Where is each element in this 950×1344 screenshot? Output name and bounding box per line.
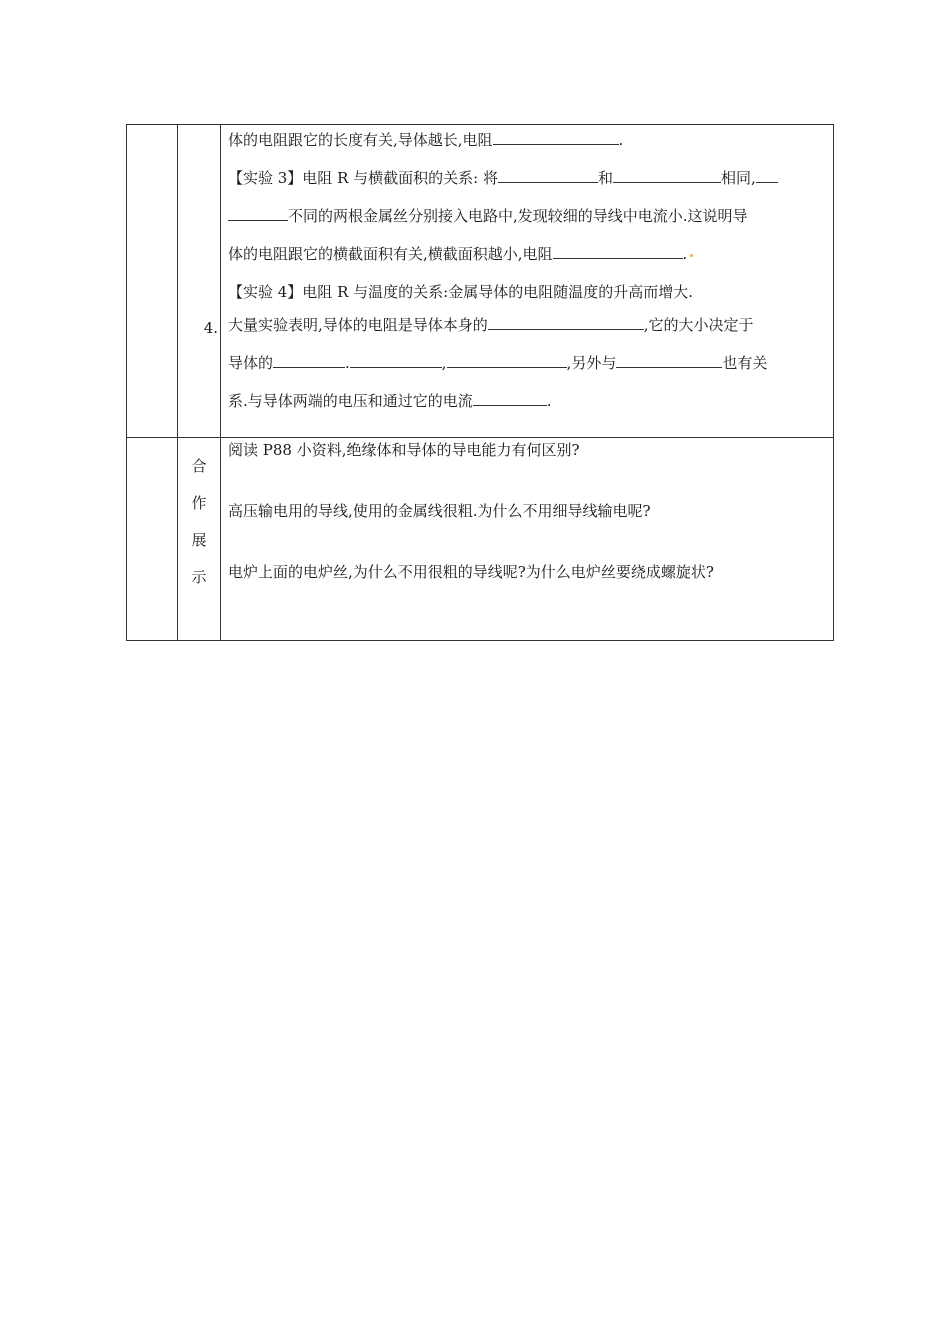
mark-dot xyxy=(690,254,693,257)
fill-blank[interactable] xyxy=(473,390,547,406)
item-number-cell xyxy=(178,125,221,438)
text-line-4 xyxy=(228,241,829,279)
fill-blank[interactable] xyxy=(613,167,721,183)
discussion-questions xyxy=(221,438,834,641)
label-char: 合 xyxy=(191,457,207,475)
empty-cell xyxy=(127,125,178,438)
text-fragment: , xyxy=(441,354,447,372)
fill-blank[interactable] xyxy=(493,129,619,145)
experiment-content xyxy=(221,125,834,438)
bottom-row xyxy=(127,438,834,641)
text-fragment: . xyxy=(682,245,688,263)
fill-blank[interactable] xyxy=(447,352,567,368)
empty-cell xyxy=(127,438,178,641)
worksheet-table xyxy=(126,124,834,641)
text-fragment: ,另外与 xyxy=(566,354,617,372)
text-line-8 xyxy=(228,388,829,426)
section-label xyxy=(178,438,221,641)
text-fragment: 导体的 xyxy=(228,354,274,372)
text-fragment: 【实验 4】电阻 R 与温度的关系:金属导体的电阻随温度的升高而增大. xyxy=(228,283,693,301)
fill-blank[interactable] xyxy=(488,314,644,330)
top-row xyxy=(127,125,834,438)
text-fragment: . xyxy=(546,392,552,410)
text-line-5 xyxy=(228,279,829,312)
item-number: 4. xyxy=(203,319,218,337)
text-fragment: . xyxy=(618,131,624,149)
text-fragment: 不同的两根金属丝分别接入电路中,发现较细的导线中电流小.这说明导 xyxy=(288,207,748,225)
fill-blank[interactable] xyxy=(616,352,722,368)
fill-blank[interactable] xyxy=(498,167,598,183)
fill-blank[interactable] xyxy=(756,167,778,183)
text-line-3 xyxy=(228,203,829,241)
fill-blank[interactable] xyxy=(553,243,683,259)
text-line-6 xyxy=(228,312,829,350)
text-fragment: 大量实验表明,导体的电阻是导体本身的 xyxy=(228,316,488,334)
text-fragment: 【实验 3】电阻 R 与横截面积的关系: 将 xyxy=(228,169,498,187)
text-fragment: 也有关 xyxy=(722,354,768,372)
text-fragment: . xyxy=(345,354,350,372)
question-2: 高压输电用的导线,使用的金属线很粗.为什么不用细导线输电呢? xyxy=(228,502,651,520)
fill-blank[interactable] xyxy=(350,352,442,368)
question-3: 电炉上面的电炉丝,为什么不用很粗的导线呢?为什么电炉丝要绕成螺旋状? xyxy=(228,563,714,581)
text-line-1 xyxy=(228,127,829,165)
text-line-2 xyxy=(228,165,829,203)
label-char: 展 xyxy=(191,531,207,549)
fill-blank[interactable] xyxy=(228,205,288,221)
text-fragment: 体的电阻跟它的长度有关,导体越长,电阻 xyxy=(228,131,493,149)
text-fragment: 相同, xyxy=(720,169,756,187)
question-1: 阅读 P88 小资料,绝缘体和导体的导电能力有何区别? xyxy=(228,441,580,459)
text-fragment: 和 xyxy=(597,169,613,187)
fill-blank[interactable] xyxy=(273,352,345,368)
text-fragment: 体的电阻跟它的横截面积有关,横截面积越小,电阻 xyxy=(228,245,553,263)
label-char: 示 xyxy=(191,568,207,586)
text-line-7 xyxy=(228,350,829,388)
text-fragment: 系.与导体两端的电压和通过它的电流 xyxy=(228,392,473,410)
text-fragment: ,它的大小决定于 xyxy=(643,316,754,334)
label-char: 作 xyxy=(191,494,207,512)
